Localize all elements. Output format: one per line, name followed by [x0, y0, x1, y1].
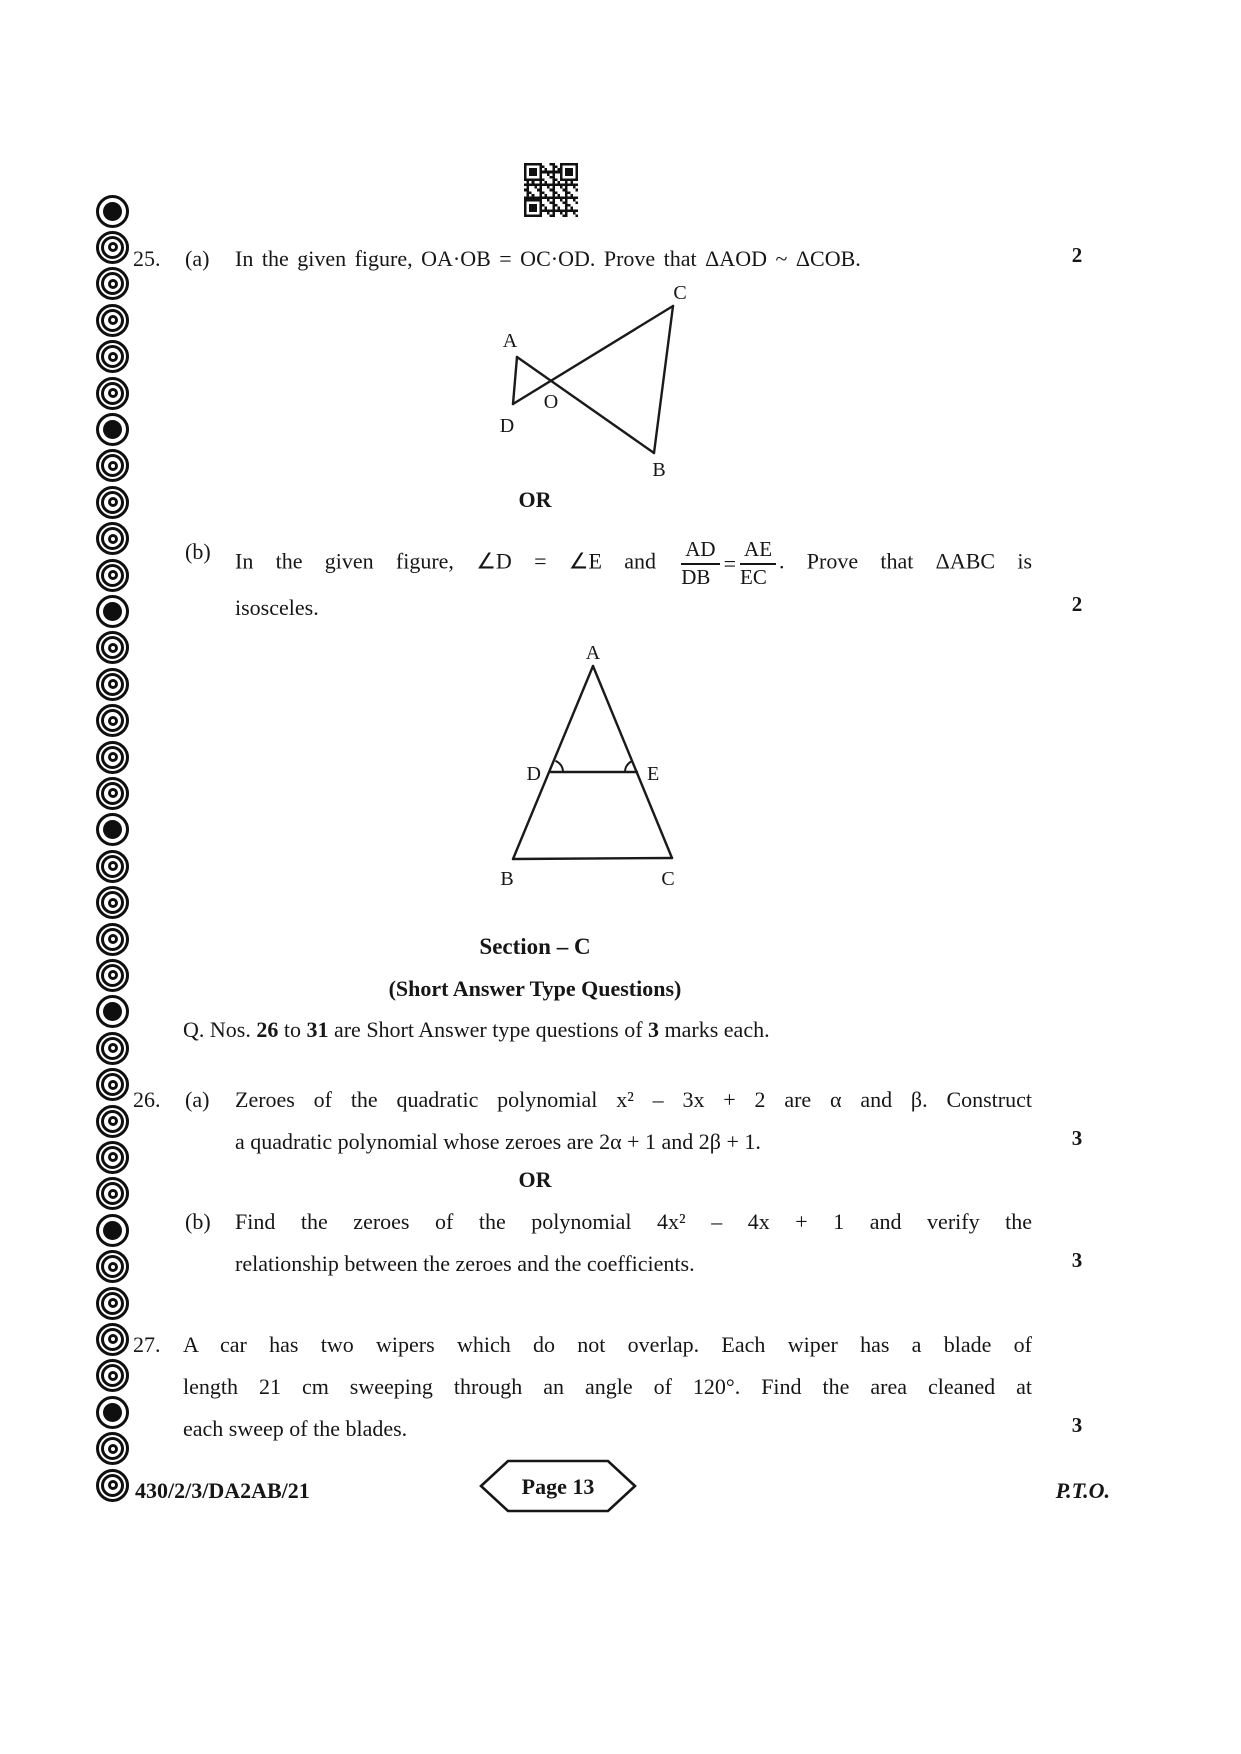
page-number-hexagon — [478, 1458, 638, 1514]
concentric-circle-icon — [96, 1469, 129, 1502]
concentric-circle-icon — [96, 304, 129, 337]
edge-bc — [513, 858, 672, 859]
concentric-circle-icon — [96, 923, 129, 956]
fraction-ad-db: $\frac{AD}{DB}$ — [681, 538, 719, 589]
concentric-circle-icon — [96, 377, 129, 410]
qr-code-icon — [524, 163, 578, 217]
or-separator-25: OR — [518, 487, 552, 512]
filled-circle-icon — [96, 1214, 129, 1247]
concentric-circle-icon — [96, 449, 129, 482]
concentric-circle-icon — [96, 1359, 129, 1392]
question-26b-marks: 3 — [1071, 1248, 1083, 1272]
question-25-number: 25. — [133, 246, 161, 271]
edge-dc — [513, 306, 673, 404]
fig2-label-b: B — [500, 868, 514, 890]
fig1-label-c: C — [673, 282, 687, 304]
concentric-circle-icon — [96, 1323, 129, 1356]
section-note: Q. Nos. 26 to 31 are Short Answer type questions of 3 marks each. — [183, 1017, 770, 1042]
concentric-circle-icon — [96, 1432, 129, 1465]
question-25b-label: (b) — [185, 539, 211, 564]
fig1-label-b: B — [652, 459, 666, 480]
question-25a-text: In the given figure, OA·OB = OC·OD. Prove that ΔAOD ~ ΔCOB. — [235, 246, 861, 271]
question-26a-line2: a quadratic polynomial whose zeroes are 2α + 1 and 2β + 1. — [235, 1129, 761, 1154]
edge-ab — [513, 666, 593, 859]
concentric-circle-icon — [96, 1287, 129, 1320]
question-27-line1: A car has two wipers which do not overlap. Each wiper has a blade of — [183, 1332, 1032, 1357]
fig1-label-a: A — [502, 330, 518, 352]
question-26b-label: (b) — [185, 1209, 211, 1234]
question-26-number: 26. — [133, 1087, 161, 1112]
question-27-line2: length 21 cm sweeping through an angle of 120°. Find the area cleaned at — [183, 1374, 1032, 1399]
fig1-label-o: O — [543, 391, 559, 413]
question-27-number: 27. — [133, 1332, 161, 1357]
page-number-label: Page 13 — [521, 1474, 595, 1499]
concentric-circle-icon — [96, 267, 129, 300]
filled-circle-icon — [96, 595, 129, 628]
question-26b-line2: relationship between the zeroes and the coefficients. — [235, 1251, 695, 1276]
concentric-circle-icon — [96, 1177, 129, 1210]
concentric-circle-icon — [96, 959, 129, 992]
question-25a-label: (a) — [185, 246, 210, 271]
figure-triangle-abc-de — [480, 640, 700, 890]
fig2-label-e: E — [647, 763, 660, 785]
edge-cb — [654, 306, 673, 453]
equals-sign: = — [723, 550, 737, 576]
concentric-circle-icon — [96, 231, 129, 264]
filled-circle-icon — [96, 413, 129, 446]
question-25b-text-after: . Prove that ΔABC is — [779, 548, 1033, 574]
concentric-circle-icon — [96, 886, 129, 919]
question-25b-line1 — [235, 538, 1032, 589]
fig2-label-c: C — [661, 868, 675, 890]
edge-ab — [517, 357, 654, 453]
filled-circle-icon — [96, 995, 129, 1028]
concentric-circle-icon — [96, 777, 129, 810]
concentric-circle-icon — [96, 631, 129, 664]
filled-circle-icon — [96, 1396, 129, 1429]
concentric-circle-icon — [96, 522, 129, 555]
fig2-label-a: A — [585, 642, 601, 664]
concentric-circle-icon — [96, 1068, 129, 1101]
or-separator-26: OR — [518, 1167, 552, 1192]
filled-circle-icon — [96, 813, 129, 846]
question-25b-text-before: In the given figure, ∠D = ∠E and — [235, 548, 656, 574]
fraction-ae-ec: $\frac{AE}{EC}$ — [740, 538, 776, 589]
angle-arc-d — [555, 761, 563, 772]
edge-ad — [513, 357, 517, 404]
angle-arc-e — [625, 761, 632, 772]
concentric-circle-icon — [96, 1105, 129, 1138]
question-26b-line1: Find the zeroes of the polynomial 4x² – 4x + 1 and verify the — [235, 1209, 1032, 1234]
concentric-circle-icon — [96, 704, 129, 737]
concentric-circle-icon — [96, 741, 129, 774]
paper-code: 430/2/3/DA2AB/21 — [135, 1478, 310, 1503]
question-25b-marks: 2 — [1071, 592, 1083, 616]
concentric-circle-icon — [96, 340, 129, 373]
question-25a-marks: 2 — [1071, 243, 1083, 267]
concentric-circle-icon — [96, 1032, 129, 1065]
concentric-circle-icon — [96, 559, 129, 592]
question-26a-label: (a) — [185, 1087, 210, 1112]
figure-triangles-aod-cob — [430, 275, 710, 480]
edge-ac — [593, 666, 672, 858]
pto-label: P.T.O. — [1055, 1478, 1110, 1503]
fig2-label-d: D — [526, 763, 541, 785]
question-25b-line2: isosceles. — [235, 595, 319, 620]
filled-circle-icon — [96, 195, 129, 228]
section-title: Section – C — [479, 934, 591, 959]
fig1-label-d: D — [499, 415, 515, 437]
question-27-marks: 3 — [1071, 1413, 1083, 1437]
question-26a-marks: 3 — [1071, 1126, 1083, 1150]
question-27-line3: each sweep of the blades. — [183, 1416, 408, 1441]
concentric-circle-icon — [96, 668, 129, 701]
question-26a-line1: Zeroes of the quadratic polynomial x² – 3x + 2 are α and β. Construct — [235, 1087, 1032, 1112]
concentric-circle-icon — [96, 486, 129, 519]
section-subtitle: (Short Answer Type Questions) — [388, 976, 682, 1001]
concentric-circle-icon — [96, 1250, 129, 1283]
concentric-circle-icon — [96, 1141, 129, 1174]
concentric-circle-icon — [96, 850, 129, 883]
